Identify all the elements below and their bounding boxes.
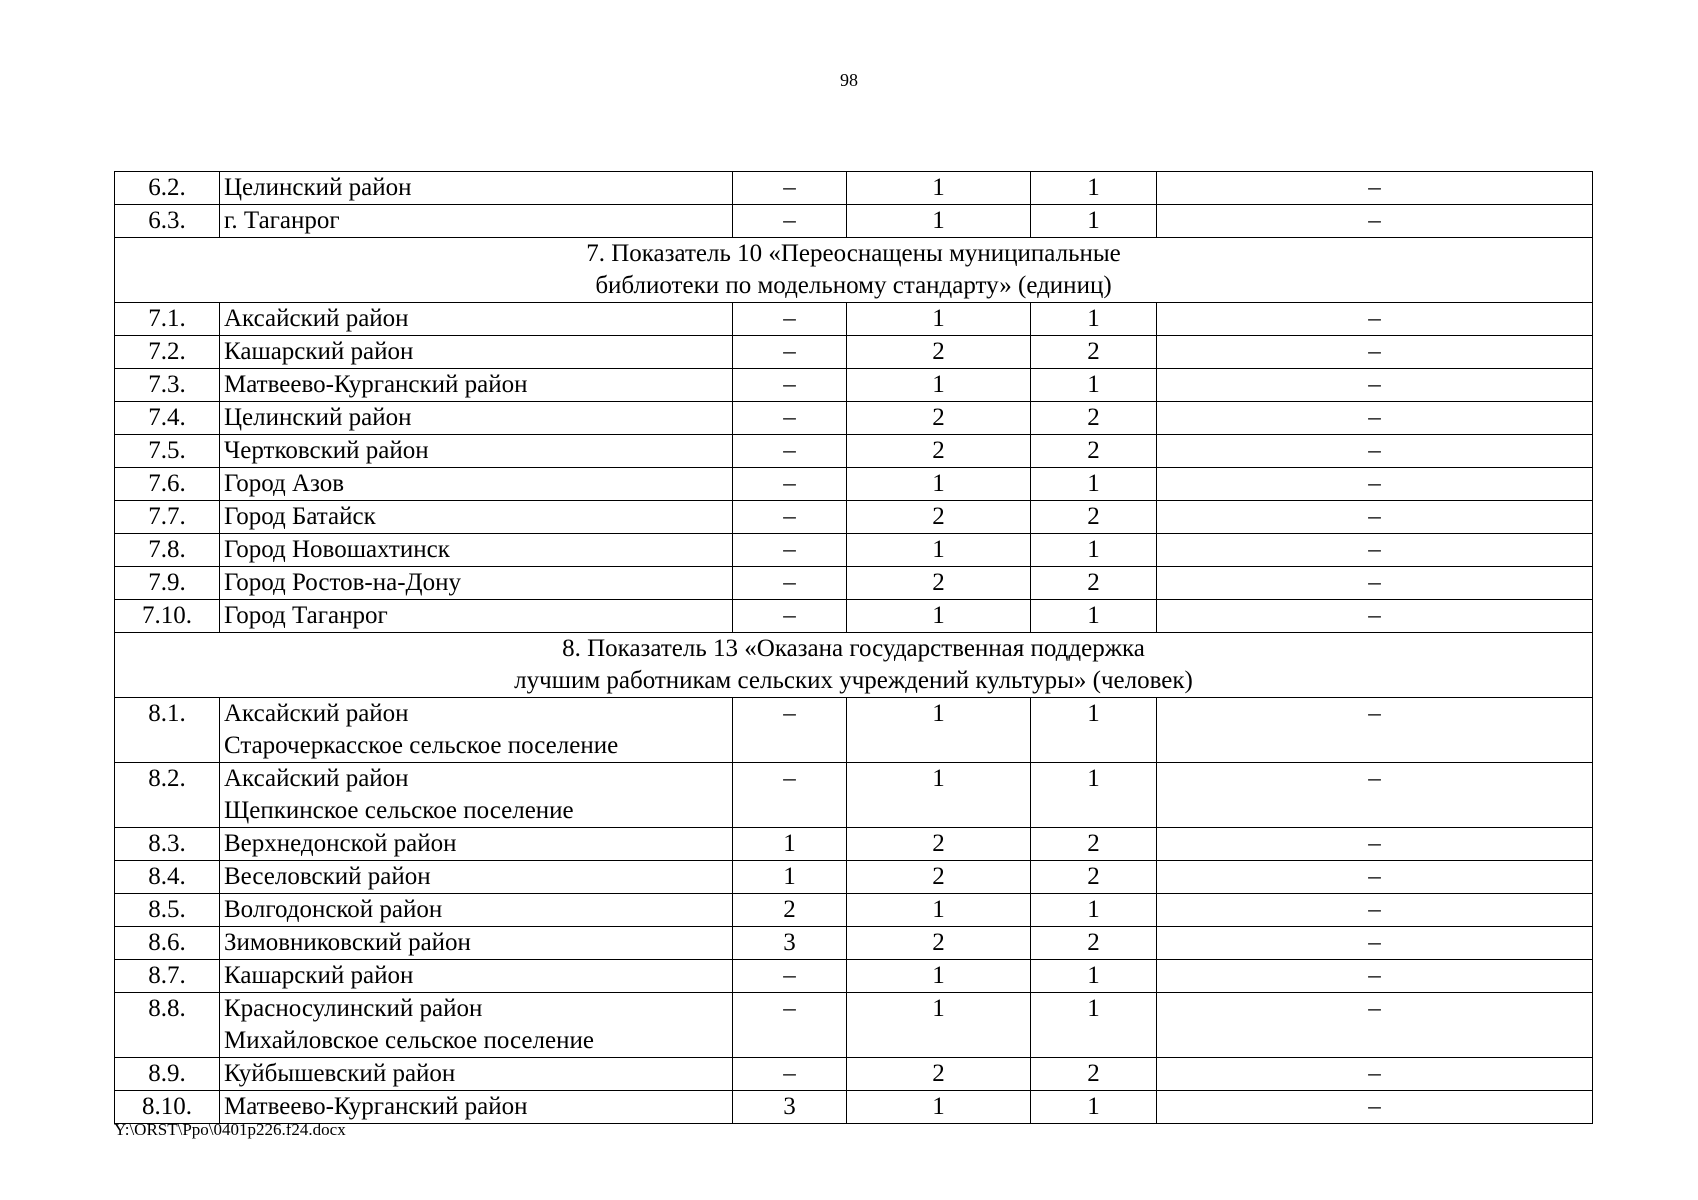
value-cell-2: 1 — [847, 172, 1031, 205]
row-number-cell: 6.2. — [115, 172, 220, 205]
value-cell-3: 2 — [1031, 336, 1157, 369]
row-name-line: Щепкинское сельское поселение — [224, 797, 574, 824]
value-cell-4: – — [1157, 1091, 1593, 1124]
row-name-line: Целинский район — [224, 174, 412, 201]
value-cell-2: 1 — [847, 205, 1031, 238]
table-row — [115, 402, 1593, 435]
row-name-line: Целинский район — [224, 404, 412, 431]
value-cell-1: – — [733, 501, 847, 534]
row-name-cell — [220, 894, 733, 927]
value-cell-2: 2 — [847, 861, 1031, 894]
value-cell-4: – — [1157, 960, 1593, 993]
value-cell-2: 2 — [847, 927, 1031, 960]
value-cell-2: 1 — [847, 763, 1031, 828]
value-cell-3: 1 — [1031, 303, 1157, 336]
row-number-cell: 7.5. — [115, 435, 220, 468]
row-number-cell: 8.4. — [115, 861, 220, 894]
row-name-cell — [220, 468, 733, 501]
value-cell-4: – — [1157, 435, 1593, 468]
row-number-cell: 7.7. — [115, 501, 220, 534]
table-row — [115, 993, 1593, 1058]
row-name-cell — [220, 993, 733, 1058]
value-cell-1: – — [733, 205, 847, 238]
section-header-row — [115, 238, 1593, 303]
row-name-line: Аксайский район — [224, 700, 409, 727]
row-name-line: Город Новошахтинск — [224, 536, 450, 563]
row-name-cell — [220, 205, 733, 238]
value-cell-3: 1 — [1031, 894, 1157, 927]
table-row — [115, 927, 1593, 960]
value-cell-4: – — [1157, 205, 1593, 238]
value-cell-4: – — [1157, 763, 1593, 828]
page-number: 98 — [840, 70, 858, 90]
row-number-cell: 7.9. — [115, 567, 220, 600]
row-number-cell: 7.8. — [115, 534, 220, 567]
value-cell-4: – — [1157, 1058, 1593, 1091]
table-row — [115, 369, 1593, 402]
table-row — [115, 861, 1593, 894]
table-row — [115, 600, 1593, 633]
row-name-cell — [220, 927, 733, 960]
value-cell-2: 2 — [847, 336, 1031, 369]
row-name-cell — [220, 534, 733, 567]
value-cell-1: – — [733, 600, 847, 633]
value-cell-2: 1 — [847, 894, 1031, 927]
row-name-cell — [220, 172, 733, 205]
row-number-cell: 8.10. — [115, 1091, 220, 1124]
row-number-cell: 7.10. — [115, 600, 220, 633]
row-number-cell: 6.3. — [115, 205, 220, 238]
value-cell-4: – — [1157, 172, 1593, 205]
value-cell-1: – — [733, 468, 847, 501]
row-number-cell: 8.1. — [115, 698, 220, 763]
value-cell-1: – — [733, 993, 847, 1058]
value-cell-4: – — [1157, 567, 1593, 600]
row-number-cell: 7.6. — [115, 468, 220, 501]
value-cell-4: – — [1157, 927, 1593, 960]
data-table — [114, 171, 1593, 1124]
table-row — [115, 960, 1593, 993]
section-header-row — [115, 633, 1593, 698]
table-row — [115, 1091, 1593, 1124]
row-number-cell: 8.7. — [115, 960, 220, 993]
row-number-cell: 7.2. — [115, 336, 220, 369]
value-cell-3: 1 — [1031, 172, 1157, 205]
row-name-line: Город Ростов-на-Дону — [224, 569, 461, 596]
value-cell-4: – — [1157, 600, 1593, 633]
row-name-line: Матвеево-Курганский район — [224, 1093, 528, 1120]
row-name-cell — [220, 336, 733, 369]
value-cell-2: 1 — [847, 303, 1031, 336]
value-cell-4: – — [1157, 468, 1593, 501]
row-number-cell: 8.9. — [115, 1058, 220, 1091]
value-cell-2: 1 — [847, 468, 1031, 501]
row-name-cell — [220, 1058, 733, 1091]
value-cell-2: 1 — [847, 698, 1031, 763]
table-row — [115, 534, 1593, 567]
value-cell-3: 2 — [1031, 567, 1157, 600]
row-name-cell — [220, 698, 733, 763]
value-cell-4: – — [1157, 894, 1593, 927]
value-cell-2: 2 — [847, 402, 1031, 435]
value-cell-1: 1 — [733, 861, 847, 894]
value-cell-3: 1 — [1031, 960, 1157, 993]
row-name-line: г. Таганрог — [224, 207, 340, 234]
value-cell-1: 2 — [733, 894, 847, 927]
value-cell-2: 1 — [847, 993, 1031, 1058]
value-cell-2: 2 — [847, 828, 1031, 861]
value-cell-1: – — [733, 172, 847, 205]
row-name-line: Старочеркасское сельское поселение — [224, 732, 619, 759]
value-cell-4: – — [1157, 369, 1593, 402]
section-title-line: лучшим работникам сельских учреждений культуры» (человек) — [514, 667, 1193, 694]
row-number-cell: 8.2. — [115, 763, 220, 828]
table-row — [115, 501, 1593, 534]
row-name-cell — [220, 501, 733, 534]
value-cell-4: – — [1157, 534, 1593, 567]
row-number-cell: 8.5. — [115, 894, 220, 927]
value-cell-3: 2 — [1031, 1058, 1157, 1091]
value-cell-4: – — [1157, 828, 1593, 861]
section-title-line: библиотеки по модельному стандарту» (единиц) — [595, 272, 1112, 299]
value-cell-1: – — [733, 336, 847, 369]
table-row — [115, 567, 1593, 600]
row-name-line: Верхнедонской район — [224, 830, 457, 857]
value-cell-3: 2 — [1031, 828, 1157, 861]
row-number-cell: 8.3. — [115, 828, 220, 861]
row-name-line: Город Азов — [224, 470, 345, 497]
value-cell-1: – — [733, 402, 847, 435]
value-cell-1: 3 — [733, 927, 847, 960]
value-cell-3: 2 — [1031, 402, 1157, 435]
row-name-cell — [220, 828, 733, 861]
table-row — [115, 435, 1593, 468]
row-number-cell: 8.8. — [115, 993, 220, 1058]
value-cell-2: 2 — [847, 567, 1031, 600]
value-cell-1: – — [733, 1058, 847, 1091]
section-title — [115, 633, 1593, 698]
row-name-line: Михайловское сельское поселение — [224, 1027, 594, 1054]
row-name-line: Чертковский район — [224, 437, 429, 464]
row-name-line: Матвеево-Курганский район — [224, 371, 528, 398]
row-name-cell — [220, 369, 733, 402]
row-number-cell: 7.1. — [115, 303, 220, 336]
value-cell-3: 1 — [1031, 763, 1157, 828]
table-row — [115, 894, 1593, 927]
value-cell-2: 2 — [847, 435, 1031, 468]
value-cell-1: – — [733, 763, 847, 828]
row-name-line: Город Батайск — [224, 503, 376, 530]
value-cell-4: – — [1157, 861, 1593, 894]
row-name-line: Зимовниковский район — [224, 929, 471, 956]
row-name-line: Кашарский район — [224, 962, 414, 989]
value-cell-3: 1 — [1031, 993, 1157, 1058]
value-cell-3: 1 — [1031, 698, 1157, 763]
row-name-line: Аксайский район — [224, 765, 409, 792]
value-cell-3: 1 — [1031, 205, 1157, 238]
value-cell-2: 1 — [847, 369, 1031, 402]
row-number-cell: 8.6. — [115, 927, 220, 960]
value-cell-3: 2 — [1031, 927, 1157, 960]
row-name-line: Аксайский район — [224, 305, 409, 332]
row-number-cell: 7.3. — [115, 369, 220, 402]
row-number-cell: 7.4. — [115, 402, 220, 435]
value-cell-2: 1 — [847, 960, 1031, 993]
value-cell-3: 1 — [1031, 1091, 1157, 1124]
value-cell-4: – — [1157, 402, 1593, 435]
row-name-cell — [220, 303, 733, 336]
table-row — [115, 828, 1593, 861]
value-cell-3: 1 — [1031, 369, 1157, 402]
row-name-line: Кашарский район — [224, 338, 414, 365]
row-name-line: Красносулинский район — [224, 995, 483, 1022]
value-cell-3: 1 — [1031, 600, 1157, 633]
table-row — [115, 205, 1593, 238]
row-name-line: Веселовский район — [224, 863, 431, 890]
table-row — [115, 303, 1593, 336]
value-cell-1: 1 — [733, 828, 847, 861]
value-cell-2: 1 — [847, 534, 1031, 567]
value-cell-4: – — [1157, 501, 1593, 534]
value-cell-1: – — [733, 435, 847, 468]
row-name-cell — [220, 567, 733, 600]
value-cell-1: 3 — [733, 1091, 847, 1124]
value-cell-4: – — [1157, 303, 1593, 336]
row-name-cell — [220, 861, 733, 894]
value-cell-4: – — [1157, 698, 1593, 763]
value-cell-3: 1 — [1031, 534, 1157, 567]
row-name-cell — [220, 960, 733, 993]
value-cell-4: – — [1157, 336, 1593, 369]
table-row — [115, 468, 1593, 501]
value-cell-1: – — [733, 567, 847, 600]
section-title — [115, 238, 1593, 303]
value-cell-2: 1 — [847, 1091, 1031, 1124]
value-cell-3: 2 — [1031, 501, 1157, 534]
value-cell-1: – — [733, 698, 847, 763]
row-name-cell — [220, 1091, 733, 1124]
table-row — [115, 698, 1593, 763]
value-cell-3: 2 — [1031, 435, 1157, 468]
row-name-cell — [220, 435, 733, 468]
section-title-line: 7. Показатель 10 «Переоснащены муниципальные — [586, 240, 1121, 267]
table-row — [115, 336, 1593, 369]
section-title-line: 8. Показатель 13 «Оказана государственная поддержка — [562, 635, 1145, 662]
row-name-cell — [220, 402, 733, 435]
table-body — [115, 172, 1593, 1124]
table-row — [115, 763, 1593, 828]
row-name-cell — [220, 763, 733, 828]
row-name-line: Куйбышевский район — [224, 1060, 456, 1087]
value-cell-1: – — [733, 369, 847, 402]
value-cell-1: – — [733, 534, 847, 567]
row-name-line: Город Таганрог — [224, 602, 388, 629]
table-row — [115, 1058, 1593, 1091]
row-name-cell — [220, 600, 733, 633]
value-cell-2: 1 — [847, 600, 1031, 633]
value-cell-2: 2 — [847, 1058, 1031, 1091]
value-cell-2: 2 — [847, 501, 1031, 534]
footer-file-path: Y:\ORST\Ppo\0401p226.f24.docx — [114, 1120, 346, 1139]
value-cell-1: – — [733, 960, 847, 993]
value-cell-4: – — [1157, 993, 1593, 1058]
value-cell-3: 2 — [1031, 861, 1157, 894]
value-cell-1: – — [733, 303, 847, 336]
table-row — [115, 172, 1593, 205]
row-name-line: Волгодонской район — [224, 896, 443, 923]
value-cell-3: 1 — [1031, 468, 1157, 501]
